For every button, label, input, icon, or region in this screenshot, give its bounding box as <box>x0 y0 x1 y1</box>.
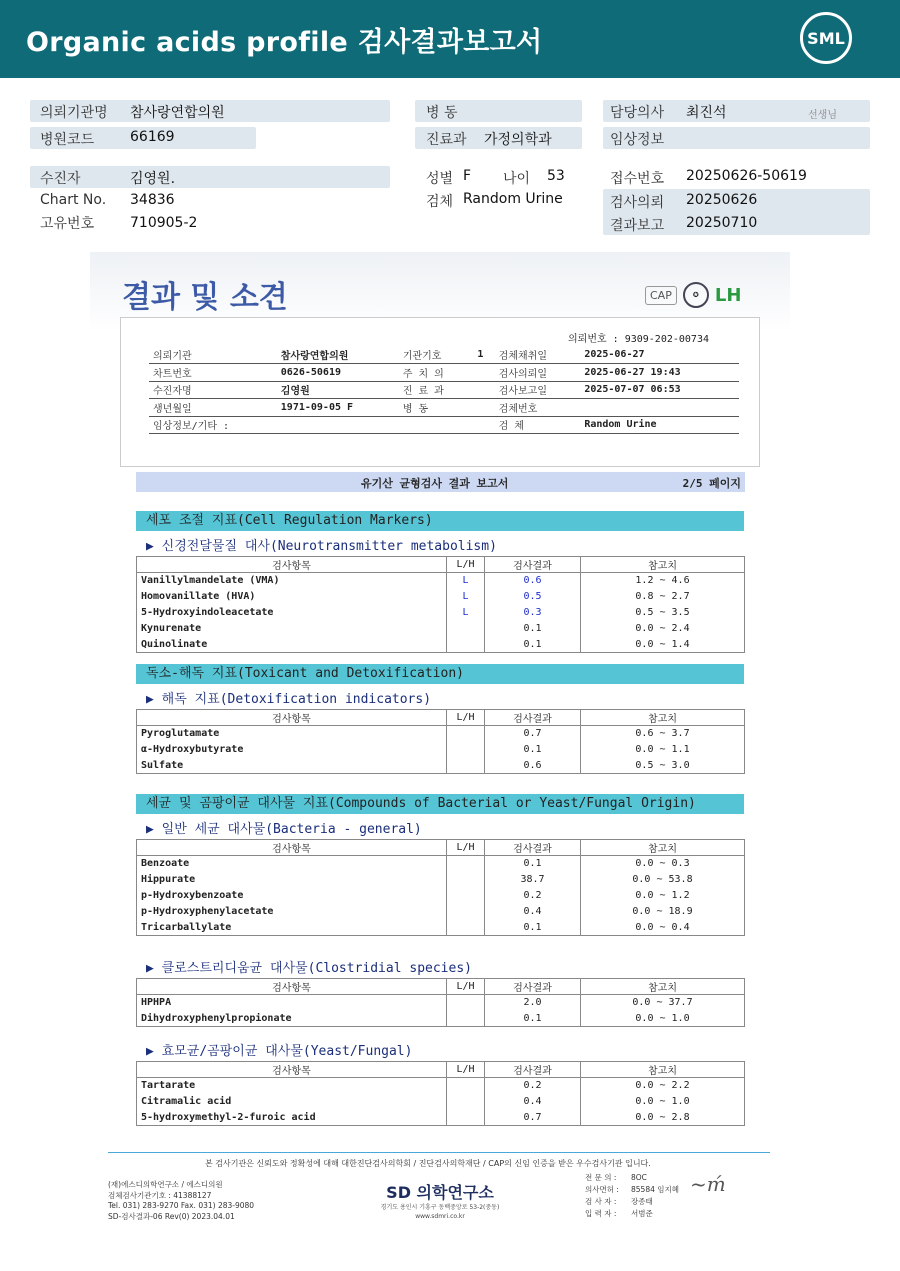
column-header: 검사결과 <box>485 840 581 856</box>
test-result: 0.2 <box>485 1078 581 1094</box>
reference-range: 1.2 ~ 4.6 <box>581 573 745 589</box>
reference-range: 0.5 ~ 3.0 <box>581 758 745 774</box>
institution-value: 참사랑연합의원 <box>130 105 225 121</box>
table-row <box>137 605 745 621</box>
uid-label: 고유번호 <box>40 216 95 232</box>
brand-name: SD 의학연구소 <box>386 1183 494 1202</box>
certification-logos <box>645 282 741 308</box>
column-header: L/H <box>447 557 485 573</box>
test-item: Vanillylmandelate (VMA) <box>137 573 447 589</box>
request-info-cell <box>580 399 739 417</box>
page-title: Organic acids profile 검사결과보고서 <box>26 27 543 58</box>
footer-lab-line: Tel. 031) 283-9270 Fax. 031) 283-9080 <box>108 1201 255 1210</box>
table-row <box>137 904 745 920</box>
test-item: 5-Hydroxyindoleacetate <box>137 605 447 621</box>
test-item: Homovanillate (HVA) <box>137 589 447 605</box>
signatory-name: 서범준 <box>631 1209 653 1218</box>
section-toxicant: 독소-해독 지표(Toxicant and Detoxification) <box>136 664 744 684</box>
lh-flag: L <box>447 589 485 605</box>
column-header: 참고치 <box>581 979 745 995</box>
lh-flag <box>447 995 485 1011</box>
lh-flag <box>447 920 485 936</box>
request-info-cell <box>473 381 494 399</box>
column-header: 검사항목 <box>137 710 447 726</box>
doctor-label: 담당의사 <box>610 105 665 121</box>
column-header: 검사결과 <box>485 557 581 573</box>
test-result: 0.4 <box>485 904 581 920</box>
request-info-cell: 2025-07-07 06:53 <box>580 381 739 399</box>
request-info-cell: 검사의뢰일 <box>495 364 581 382</box>
column-header: 참고치 <box>581 1062 745 1078</box>
receipt-label: 접수번호 <box>610 171 665 187</box>
chart-label: Chart No. <box>40 192 107 208</box>
reference-range: 0.0 ~ 53.8 <box>581 872 745 888</box>
lh-flag <box>447 1110 485 1126</box>
receipt-value: 20250626-50619 <box>686 168 807 184</box>
table-row <box>137 1011 745 1027</box>
request-info-row <box>149 346 739 364</box>
table-row <box>137 589 745 605</box>
column-header: L/H <box>447 1062 485 1078</box>
request-info-cell: 0626-50619 <box>277 364 399 382</box>
page-indicator: 2/5 페이지 <box>682 477 741 490</box>
request-info-cell: 2025-06-27 <box>580 346 739 364</box>
table-row <box>137 888 745 904</box>
signatory-role: 검 사 자 : <box>585 1197 617 1206</box>
request-info-cell <box>473 416 494 434</box>
request-info-cell: 1971-09-05 F <box>277 399 399 417</box>
request-info-cell: 검사보고일 <box>495 381 581 399</box>
footer-signatories <box>585 1172 679 1220</box>
lh-flag <box>447 726 485 742</box>
request-info-row <box>149 381 739 399</box>
brand-website: www.sdmri.co.kr <box>415 1213 465 1220</box>
test-result: 0.1 <box>485 920 581 936</box>
test-item: Quinolinate <box>137 637 447 653</box>
signatory-row <box>585 1196 679 1208</box>
request-info-row <box>149 364 739 382</box>
table-row <box>137 995 745 1011</box>
column-header: 검사항목 <box>137 979 447 995</box>
test-result: 0.1 <box>485 856 581 872</box>
footer-divider <box>108 1152 770 1153</box>
hospital-code-label: 병원코드 <box>40 132 95 148</box>
reference-range: 0.0 ~ 2.4 <box>581 621 745 637</box>
table-row <box>137 920 745 936</box>
subsection-clostridial: ▶ 클로스트리디움균 대사물(Clostridial species) <box>146 961 472 976</box>
footer-lab-info <box>108 1180 254 1222</box>
request-info-cell: 검체채취일 <box>495 346 581 364</box>
test-item: Pyroglutamate <box>137 726 447 742</box>
subsection-yeast: ▶ 효모균/곰팡이균 대사물(Yeast/Fungal) <box>146 1044 413 1059</box>
table-yeast <box>136 1061 745 1126</box>
request-info-cell: 김영원 <box>277 381 399 399</box>
column-header: 참고치 <box>581 557 745 573</box>
test-item: p-Hydroxybenzoate <box>137 888 447 904</box>
reference-range: 0.8 ~ 2.7 <box>581 589 745 605</box>
lh-flag <box>447 904 485 920</box>
report-value: 20250710 <box>686 215 758 231</box>
test-result: 38.7 <box>485 872 581 888</box>
test-result: 0.2 <box>485 888 581 904</box>
name-label: 수진자 <box>40 171 81 187</box>
test-item: α-Hydroxybutyrate <box>137 742 447 758</box>
table-row <box>137 1078 745 1094</box>
brand-address: 경기도 용인시 기흥구 동백중앙로 53-2(중동) <box>380 1204 500 1211</box>
request-info-cell: 검체번호 <box>495 399 581 417</box>
reference-range: 0.0 ~ 1.4 <box>581 637 745 653</box>
request-info-cell: 생년월일 <box>149 399 277 417</box>
test-item: p-Hydroxyphenylacetate <box>137 904 447 920</box>
reference-range: 0.0 ~ 2.8 <box>581 1110 745 1126</box>
footer-lab-line: 검체검사기관기호 : 41388127 <box>108 1190 212 1200</box>
lh-flag <box>447 758 485 774</box>
clinical-label: 임상정보 <box>610 132 665 148</box>
section-bacterial: 세균 및 곰팡이균 대사물 지표(Compounds of Bacterial or Yeast/Fungal Origin) <box>136 794 744 814</box>
signatory-name: 장종태 <box>631 1197 653 1206</box>
request-info-row <box>149 399 739 417</box>
lh-flag <box>447 872 485 888</box>
column-header: 검사항목 <box>137 1062 447 1078</box>
signatory-name: 8OC <box>631 1173 647 1182</box>
seal-icon: ✪ <box>683 282 709 308</box>
reference-range: 0.0 ~ 1.0 <box>581 1011 745 1027</box>
report-doc-bar <box>136 472 745 492</box>
signatory-row <box>585 1208 679 1220</box>
report-label: 결과보고 <box>610 218 665 234</box>
request-info-cell: Random Urine <box>580 416 739 434</box>
table-row <box>137 872 745 888</box>
test-item: Benzoate <box>137 856 447 872</box>
request-label: 검사의뢰 <box>610 195 665 211</box>
specimen-value: Random Urine <box>463 191 563 207</box>
column-header: 검사결과 <box>485 979 581 995</box>
report-title: 결과 및 소견 <box>122 280 288 315</box>
request-info-box <box>120 317 760 467</box>
request-info-cell: 참사랑연합의원 <box>277 346 399 364</box>
column-header: 참고치 <box>581 710 745 726</box>
reference-range: 0.0 ~ 1.1 <box>581 742 745 758</box>
lh-flag <box>447 888 485 904</box>
signatory-name: 85584 임지혜 <box>631 1185 679 1194</box>
table-row <box>137 1094 745 1110</box>
table-row <box>137 856 745 872</box>
request-info-row <box>149 416 739 434</box>
reference-range: 0.5 ~ 3.5 <box>581 605 745 621</box>
footer-lab-line: SD-검사결과-06 Rev(0) 2023.04.01 <box>108 1211 235 1221</box>
test-item: Hippurate <box>137 872 447 888</box>
test-item: Dihydroxyphenylpropionate <box>137 1011 447 1027</box>
name-value: 김영원. <box>130 171 176 187</box>
chart-value: 34836 <box>130 192 175 208</box>
request-info-cell: 의뢰기관 <box>149 346 277 364</box>
reference-range: 0.0 ~ 0.3 <box>581 856 745 872</box>
test-result: 0.1 <box>485 1011 581 1027</box>
request-info-cell: 기관기호 <box>399 346 474 364</box>
column-header: 검사항목 <box>137 557 447 573</box>
sex-value: F <box>463 168 472 184</box>
doctor-value: 최진석 <box>686 105 727 121</box>
test-result: 2.0 <box>485 995 581 1011</box>
footer-lab-line: (재)에스디의학연구소 / 에스디의원 <box>108 1180 223 1189</box>
request-info-cell <box>277 416 399 434</box>
footer-note: 본 검사기관은 신뢰도와 정확성에 대해 대한진단검사의학회 / 진단검사의학재단 / CAP의 신임 인증을 받은 우수검사기관 입니다. <box>205 1159 651 1168</box>
request-number: 의뢰번호 : 9309-202-00734 <box>568 334 709 345</box>
institution-label: 의뢰기관명 <box>40 105 108 121</box>
subsection-bacteria: ▶ 일반 세균 대사물(Bacteria - general) <box>146 822 422 837</box>
request-info-cell <box>399 416 474 434</box>
request-info-cell: 주 치 의 <box>399 364 474 382</box>
lh-flag <box>447 637 485 653</box>
signatory-role: 의사면허 : <box>585 1185 619 1194</box>
column-header: 검사결과 <box>485 710 581 726</box>
uid-value: 710905-2 <box>130 215 198 231</box>
table-row <box>137 726 745 742</box>
section-cell-regulation: 세포 조절 지표(Cell Regulation Markers) <box>136 511 744 531</box>
test-result: 0.7 <box>485 726 581 742</box>
table-neurotransmitter <box>136 556 745 653</box>
test-item: Kynurenate <box>137 621 447 637</box>
table-row <box>137 742 745 758</box>
test-result: 0.1 <box>485 742 581 758</box>
signatory-role: 전 문 의 : <box>585 1173 617 1182</box>
dept-value: 가정의학과 <box>484 132 552 148</box>
reference-range: 0.0 ~ 0.4 <box>581 920 745 936</box>
doc-title: 유기산 균형검사 결과 보고서 <box>361 477 509 490</box>
subsection-detox: ▶ 해독 지표(Detoxification indicators) <box>146 692 432 707</box>
doctor-suffix: 선생님 <box>808 110 837 121</box>
sml-logo: SML <box>800 12 852 64</box>
test-result: 0.3 <box>485 605 581 621</box>
age-label: 나이 <box>503 171 531 187</box>
column-header: 참고치 <box>581 840 745 856</box>
reference-range: 0.0 ~ 1.2 <box>581 888 745 904</box>
reference-range: 0.0 ~ 18.9 <box>581 904 745 920</box>
request-value: 20250626 <box>686 192 758 208</box>
table-clostridial <box>136 978 745 1027</box>
column-header: L/H <box>447 840 485 856</box>
test-item: Tricarballylate <box>137 920 447 936</box>
test-result: 0.4 <box>485 1094 581 1110</box>
table-detox <box>136 709 745 774</box>
column-header: L/H <box>447 710 485 726</box>
lh-flag: L <box>447 605 485 621</box>
signatory-row <box>585 1184 679 1196</box>
test-item: Citramalic acid <box>137 1094 447 1110</box>
table-row <box>137 637 745 653</box>
test-result: 0.6 <box>485 758 581 774</box>
request-info-cell: 임상정보/기타 : <box>149 416 277 434</box>
request-info-cell: 차트번호 <box>149 364 277 382</box>
age-value: 53 <box>547 168 565 184</box>
lh-flag <box>447 742 485 758</box>
reference-range: 0.0 ~ 37.7 <box>581 995 745 1011</box>
column-header: 검사결과 <box>485 1062 581 1078</box>
request-info-cell: 병 동 <box>399 399 474 417</box>
lh-flag: L <box>447 573 485 589</box>
lh-flag <box>447 856 485 872</box>
table-row <box>137 621 745 637</box>
request-info-cell: 진 료 과 <box>399 381 474 399</box>
signatory-row <box>585 1172 679 1184</box>
test-result: 0.6 <box>485 573 581 589</box>
test-result: 0.1 <box>485 637 581 653</box>
test-item: Tartarate <box>137 1078 447 1094</box>
subsection-neurotransmitter: ▶ 신경전달물질 대사(Neurotransmitter metabolism) <box>146 539 497 554</box>
hospital-code-value: 66169 <box>130 129 175 145</box>
lh-flag <box>447 1094 485 1110</box>
table-bacteria <box>136 839 745 936</box>
test-result: 0.5 <box>485 589 581 605</box>
specimen-label: 검체 <box>426 194 454 210</box>
reference-range: 0.0 ~ 2.2 <box>581 1078 745 1094</box>
lh-logo-icon: LH <box>714 284 742 306</box>
signature: ~ḿ <box>690 1172 726 1196</box>
sex-label: 성별 <box>426 171 454 187</box>
reference-range: 0.0 ~ 1.0 <box>581 1094 745 1110</box>
header-bar <box>0 0 900 78</box>
column-header: L/H <box>447 979 485 995</box>
ward-label: 병 동 <box>426 105 458 121</box>
lh-flag <box>447 621 485 637</box>
column-header: 검사항목 <box>137 840 447 856</box>
request-info-cell: 1 <box>473 346 494 364</box>
test-result: 0.1 <box>485 621 581 637</box>
footer-brand <box>370 1180 510 1221</box>
test-item: Sulfate <box>137 758 447 774</box>
signatory-role: 입 력 자 : <box>585 1209 617 1218</box>
table-row <box>137 1110 745 1126</box>
reference-range: 0.6 ~ 3.7 <box>581 726 745 742</box>
test-item: 5-hydroxymethyl-2-furoic acid <box>137 1110 447 1126</box>
request-info-table <box>149 346 739 434</box>
request-info-cell <box>473 364 494 382</box>
table-row <box>137 758 745 774</box>
lh-flag <box>447 1011 485 1027</box>
test-result: 0.7 <box>485 1110 581 1126</box>
request-info-cell <box>473 399 494 417</box>
request-info-cell: 검 체 <box>495 416 581 434</box>
dept-label: 진료과 <box>426 132 467 148</box>
request-info-cell: 2025-06-27 19:43 <box>580 364 739 382</box>
name-row <box>30 166 390 188</box>
test-item: HPHPA <box>137 995 447 1011</box>
cap-accredited-icon: CAP <box>645 286 677 305</box>
table-row <box>137 573 745 589</box>
request-info-cell: 수진자명 <box>149 381 277 399</box>
lh-flag <box>447 1078 485 1094</box>
